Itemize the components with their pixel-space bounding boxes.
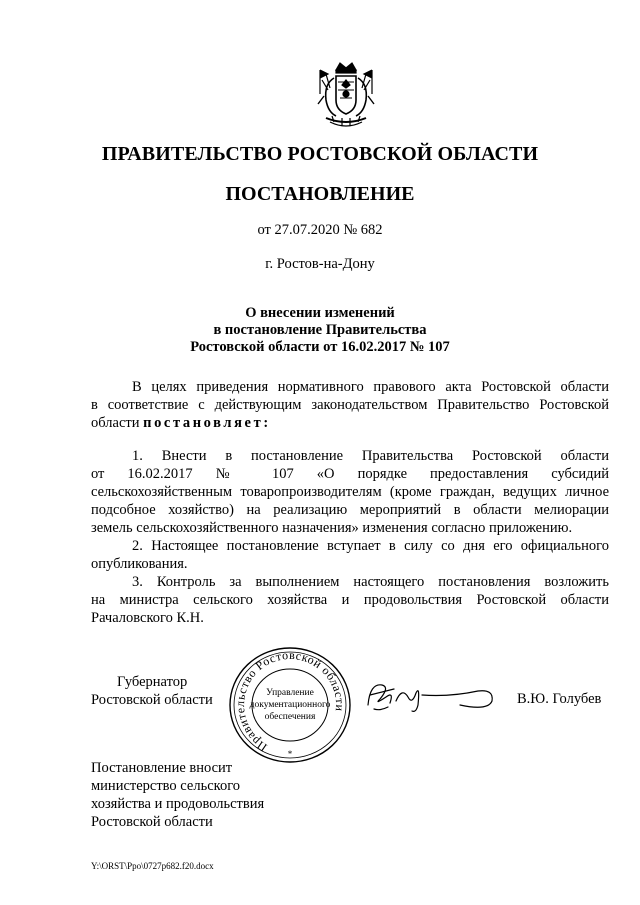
stamp-center-line: обеспечения <box>264 712 316 722</box>
item-1-line: 1. Внести в постановление Правительства Ростовской области <box>132 448 609 464</box>
subject-line: в постановление Правительства <box>213 322 427 338</box>
preamble-line: В целях приведения нормативного правового акта Ростовской области <box>132 379 609 395</box>
submitter-line: Постановление вносит <box>91 760 233 776</box>
round-seal-stamp <box>226 645 354 765</box>
submitter-block <box>91 759 264 831</box>
preamble-line: в соответствие с действующим законодательством Правительство Ростовской <box>91 397 609 413</box>
handwritten-signature <box>360 675 495 715</box>
preamble-line <box>91 414 609 432</box>
decree-keyword: постановляет: <box>143 415 271 431</box>
signatory-title <box>91 673 213 709</box>
item-2-line: опубликования. <box>91 556 188 572</box>
document-subject <box>0 305 640 356</box>
item-1-line: сельскохозяйственным товаропроизводителям (кроме граждан, ведущих личное <box>91 484 609 500</box>
decree-items <box>91 447 609 627</box>
stamp-center-line: Управление <box>266 688 314 698</box>
preamble-line-text: области <box>91 415 144 431</box>
subject-line: О внесении изменений <box>245 305 395 321</box>
document-city: г. Ростов-на-Дону <box>265 256 375 272</box>
stamp-ring-text: Правительство Ростовской области <box>232 647 348 755</box>
submitter-line: Ростовской области <box>91 814 213 830</box>
item-2-line: 2. Настоящее постановление вступает в силу со дня его официального <box>132 538 609 554</box>
subject-line: Ростовской области от 16.02.2017 № 107 <box>190 339 450 355</box>
signatory-name: В.Ю. Голубев <box>517 691 602 707</box>
document-type: ПОСТАНОВЛЕНИЕ <box>225 183 415 205</box>
government-title: ПРАВИТЕЛЬСТВО РОСТОВСКОЙ ОБЛАСТИ <box>101 143 539 165</box>
item-1-line: земель сельскохозяйственного назначения» изменения согласно приложению. <box>91 520 573 536</box>
item-3-line: 3. Контроль за выполнением настоящего постановления возложить <box>132 574 609 590</box>
submitter-line: хозяйства и продовольствия <box>91 796 265 812</box>
submitter-line: министерство сельского <box>91 778 241 794</box>
item-3-line: Рачаловского К.Н. <box>91 610 204 626</box>
item-3-line: на министра сельского хозяйства и продовольствия Ростовской области <box>91 592 609 608</box>
item-1-line: подсобное хозяйство) на реализацию мероприятий в области мелиорации <box>91 502 609 518</box>
signatory-title-line: Ростовской области <box>91 692 213 708</box>
preamble-paragraph <box>91 378 609 432</box>
svg-text:*: * <box>287 749 293 759</box>
item-1-line: от 16.02.2017 № 107 «О порядке предоставления субсидий <box>91 466 609 482</box>
signatory-title-line: Губернатор <box>117 674 188 690</box>
document-date-number: от 27.07.2020 № 682 <box>257 222 383 238</box>
file-path-footer: Y:\ORST\Ppo\0727p682.f20.docx <box>91 861 214 871</box>
stamp-center-line: документационного <box>249 700 331 710</box>
coat-of-arms-icon <box>312 60 380 134</box>
